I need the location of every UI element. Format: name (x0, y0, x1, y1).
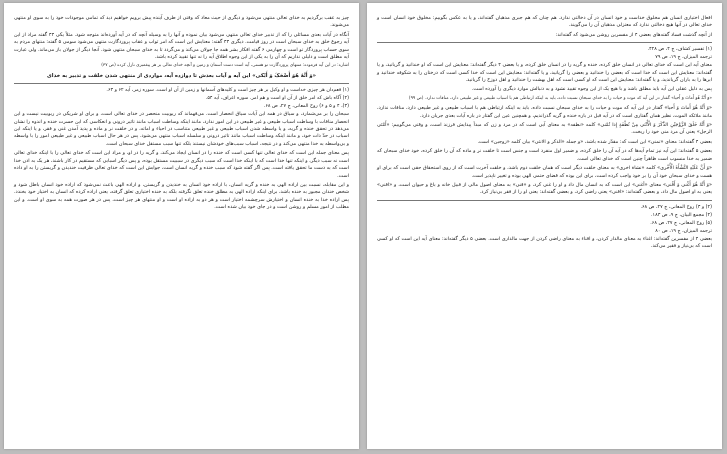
page-left-content (14, 15, 349, 445)
footnote: (۲) و ۳) روح المعانی، ج ۲۷، ص ۶۸. (640, 204, 712, 210)
paragraph: «وَ أَنَّ عَلَیْهِ النَّشْأَةَ الْأُخْری» کلمه «نشاة اخری» به معنای خلقت دیگر است که همان خلقت دوم باشد، و خلقت آخرت است که از روی استحقاق حقی است که برای او هست و خدای سبحان خود آن را بر خود واجب کرده است، برای این بوده که قضای حتمی الهی بوده و تغییر ناپذیر است. (377, 165, 712, 179)
page-reference: ترجمه المیزان، ج ۱۹، ص ۸۰ (655, 228, 712, 234)
footnote: (۱) فعم‌دان هر چیزی خداست و او وکیل بر هر چیز است و کلیدهای آسمانها و زمین از آن او است. سوره زمر، آیه ۶۲ و ۶۳. (106, 88, 349, 94)
footnote: (۱) تفسیر کشاف، ج ۴، ص ۴۲۸. (647, 47, 712, 53)
paragraph: معنای آیه این است که خدای تعالی در انسان خلق کرده، خنده و گریه را در انسان خلق کرده، و یا بعضی ۴ دیگر گفته‌اند: معنایش این است که او خندانید و گریانید، و یا گفته‌اند: معنایش این است که خدا است که بعضی را خندانید و بعضی را گریانید، و یا گفته‌اند: معنایش این است که خدا کسی است که درختان را به شکوفه خندانید و ابرها را به باران گریاندید، و یا گفته‌اند: معنایش این است که او کسی است که اهل بهشت را خندانید و اهل دوزخ را گریانید. (377, 62, 712, 84)
paragraph: پس به دلیل عقلی این آیه باید مطلق باشد و با هیچ یک از این وجوه تقیید نشود و به دنبالش موارد دیگری را آورده است. (471, 86, 712, 93)
paragraph: «وَ أَنَّهُ هُوَ أَماتَ وَ أَحیا» گفتار در این آیه که موت و حیات را به خدای سبحان نسبت داده، باید به اینکه ارتباطی هم با اسباب طبیعی و غیر طبیعی دارد، منافات ندارد، مانند ملائکه الموت، نظیر همان گفتاری است که در آیه قبل در باره خنده و گریه گذراندیم، و همچنین عین این گفتار در باره آیات بعدی جریان دارد. (377, 105, 712, 119)
note-text: «وَ أَنَّهُ هُوَ أَماتَ وَ أَحیا» گفتار در این آیه که موت و حیات را به خدای سبحان نسبت داده، باید به اینکه ارتباطی هم با اسباب طبیعی و غیر طبیعی دارد، منافات ندارد. (ص ۹۹) (408, 95, 712, 101)
paragraph: از آنچه گذشت فساد گفته‌های بعضی ۴ از مفسرین روشن می‌شود که گفته‌اند: (555, 31, 712, 38)
paragraph: و این مقابله، نسبت بین اراده الهی به خنده و گریه انسان، با اراده خود انسان به خندیدن و گریستن، و اراده الهی باعث نمی‌شود که اراده خود انسان باطل شود و شخص خندان مجبور به خنده باشد، برای اینکه اراده الهی به مطلق خنده تعلق نگرفته بلکه به خنده اختیاری تعلق گرفته، یعنی اراده کرده که انسان به اختیار خود بخندد. پس اراده خدا به خنده انسان و اختیارش سرچشمه اختیار است و هر دو به اراده او است و او منتهای هر چیز است، پس در هر صورت همه به سوی او است. و این مطلب از امور مسلم و روشن است و در جای خود بیان شده است. (14, 181, 349, 211)
paragraph: بعضی ۴ گفته‌اند: معنای «تمنی» این است که: مقدّر شده باشد، «و جمله «الذکر و الانثی» بیان کلمه «زوجین» است. (477, 138, 712, 145)
paragraph: «وَ أَنَّهُ خَلَقَ الزَّوْجَیْنِ الذَّکَرَ وَ الْأُنْثی مِنْ نُطْفَةٍ إِذا تُمْنی» کلمه «نطفه» به معنای آبی است که در مرد و زن که مبدأ پیدایش فرزند است، و وقتی می‌گوییم: «أَمْنَى الرجل» یعنی آن مرد منی خود را ریخت. (377, 122, 712, 136)
footnote: (۳)، ۴ و ۵ و ۶) روح المعانی، ج ۲۷، ص ۶۸. (263, 104, 349, 110)
paragraph: سبحان را بر می‌شمارد، و سیاق در همه این آیات سیاق انحصار است. می‌فهماند که ربوبیت منحصر در خدای تعالی است، و برای او شریکی در ربوبیت نیست و این انحصار منافات با وساطت اسباب طبیعی و غیر طبیعی در این امور ندارد، مانند اینکه وساطت اسباب مانند تاثیر درونی و انعکاسی که این حسرت خنده و اندوه را نشان می‌دهد در تحقق خنده و گریه، و یا واسطه شدن اسباب طبیعی و غیر طبیعی متناسب در احیاء و اماته، و در خلقت نر و ماده و پدید آمدن غنی و فقر، و یا اینکه این اسباب در حدّ ذات خود، و مانند اینکه وساطت اسباب مانند تاثیر درونی و سلسله اسباب منتهی می‌شود. پس در هر حال اسباب طبیعی و غیر طبیعی امور را با واسطه و بی‌واسطه به خدا منتهی می‌کند و در نتیجه، اسباب سبب‌های خودشان نیستند بلکه تنها سبب مستقل خدای سبحان است. (14, 111, 349, 147)
footnote: (۴) مجمع البیان، ج ۹، ص ۱۸۳. (651, 212, 712, 218)
paragraph: بعضی ۵ گفته‌اند: این آیه نیز تمام آیه‌ها که در آیه آن را خلق کرده، و ضمیر اول منفرد است و جنس است تا خلقت نر و ماده که آن را خلق کرده، خود خدای سبحان که ضمیر به خدا منسوب است ظاهراً چنین است که خدای تعالی است. (377, 148, 712, 162)
paragraph: بعضی ۴ از مفسرین گفته‌اند: اغناء به معنای مالدار کردن، و اقناء به معنای راضی کردن از جهت مالداری است. بعضی ۵ دیگر گفته‌اند: معنای آیه این است که او کسی است که بی‌نیاز و فقیر می‌کند. (377, 235, 713, 250)
paragraph: آنگاه در آیات بعدی مسائلی را که از تدبیر خدای تعالی منتهی می‌شود بیان نموده و آنها را به وسیله آنچه که در آیه آورده‌اند متوجه شود. مثلاً یکی ۴۳ گفته مراد از این آیه رجوع خلق به خدای سبحان است در روز قیامت. دیگری ۴۳ گفته: معنایش این است که امر ثواب و عقاب پروردگارت منتهی می‌شود سومی ۵ گفته: منتهای مردم به سوی حساب پروردگار تو است و چهارمی ۶ گفته افکار بشر همه جا جولان می‌کند و می‌گردد تا به خدای سبحان منتهی شود. آنجا دیگر از جولان باز می‌ماند. ولی عبارت آیه مطلق است و دلیلی نداریم که آن را به یکی از این وجوه اطلاق آیه را نه تنها تقیید کرده باشد. (14, 31, 349, 61)
note-text: اشاره: در این آیه فرموده: منتهای پروردگارت تو هستی، آیه است دست آسمان و زمین و آنچه خدای تعالی بر هر پیغمبری نازل کرده (ص ۳۷) (101, 63, 349, 69)
paragraph: افعال اختیاری انسان هم مخلوق خداست و خود انسان در آن دخالتی ندارد. هم چنان که هم جبری مذهبان گفته‌اند، و یا به عکس بگوییم: مخلوق خود انسان است و خدای تعالی در آنها هیچ دخالتی ندارد که معتزلی مذهبان آن را می‌گویند. (377, 15, 712, 29)
footnote-divider (14, 83, 349, 84)
paragraph: «وَ أَنَّهُ هُوَ أَغْنی وَ أَقْنی» معنای «أغنی» این است که به انسان مال داد و او را غنی کرد، و «قنی» به معنای اصول مالی از قبیل خانه و باغ و حیوان است، و «اقنی» یعنی به او اصول مال داد، و بعضی گفته‌اند: «اقنی» یعنی راضی کرد، و بعضی گفته‌اند: یعنی او را از فقر بی‌نیاز کرد. (377, 181, 712, 196)
footnote-divider (377, 200, 712, 201)
footnote: (۵) روح المعانی، ج ۲۷، ص ۶۸. (650, 220, 712, 226)
page-reference: ترجمه المیزان، ج ۱۹، ص ۷۹ (655, 55, 712, 61)
page-right-content (377, 15, 712, 445)
document-page-right (367, 3, 722, 449)
document-page-left (4, 3, 359, 449)
quote-heading: «وَ أَنَّهُ هُوَ أَضْحَکَ وَ أَبْکی» این آیه و آیات بعدش تا دوازده آیه، مواردی از منتهی شدن خلقت و تدبیر به خدای (47, 72, 316, 79)
paragraph: پس معنای جمله این است که خدای تعالی تنها کسی است که خنده را در انسان ایجاد می‌کند، و گریه را در او، و مراد این است که خدای تعالی را با اینکه خدای تعالی است نه سبب دیگر، و اینکه تنها خدا است که با اینکه خدا است که سبب دیگری در سببیت مستقل بوده، و پس دیگر اسبابی که مستقیم در کار باشند، هر یک به اذن خدا است که به دست ما تحقق یافته است. پس اگر گفته شود که سبب خنده و گریه انسان است، جوابش این است که خدای تعالی ظرفیت خندیدن و گریستن را به او داده است. (14, 150, 349, 179)
paragraph: چیز به عقب برگردیم به خدای تعالی منتهی می‌شود و دیگری از حیث معاد که وقتی از طرف آینده پیش برویم خواهیم دید که تمامی موجودات خود را به سوی او منتهی می‌شوند. (14, 15, 349, 29)
footnote-divider (377, 42, 712, 43)
footnote: (۲) آگاه باش که امر خلق از آن او است و هم امر. سوره اعراف، آیه ۵۴. (205, 96, 349, 102)
